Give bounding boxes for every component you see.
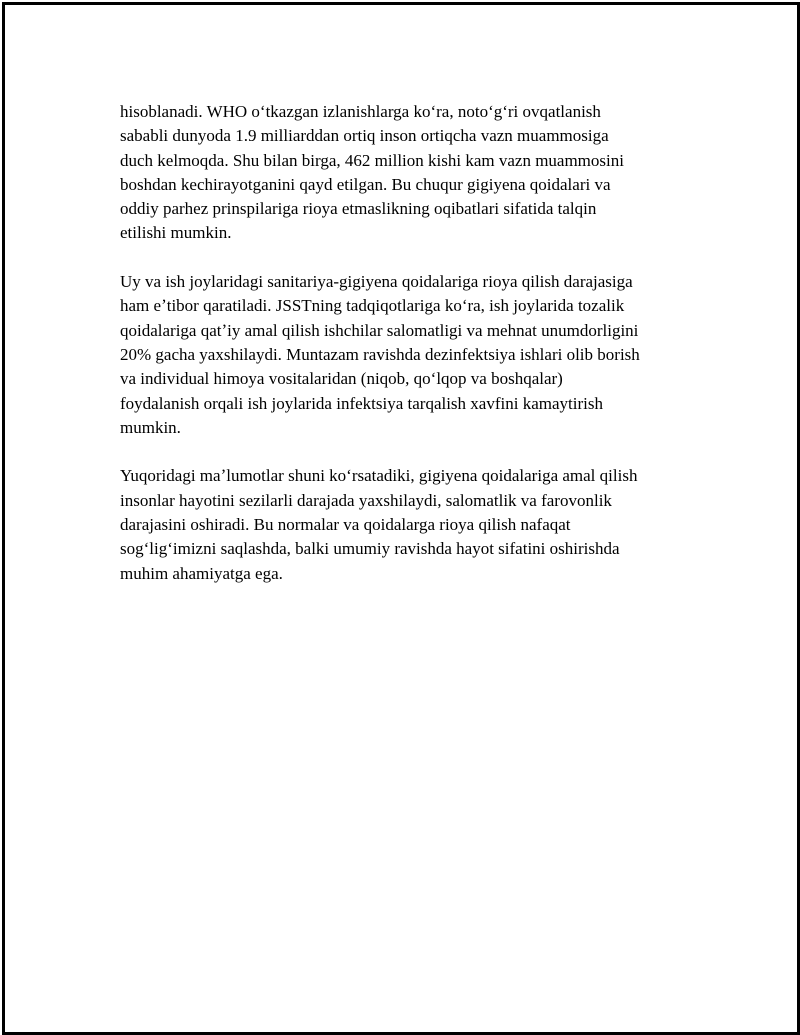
text-line: foydalanish orqali ish joylarida infektsiya tarqalish xavfini kamaytirish: [120, 393, 603, 413]
text-line: etilishi mumkin.: [120, 223, 232, 243]
document-body: [120, 100, 710, 610]
text-line: darajasini oshiradi. Bu normalar va qoidalarga rioya qilish nafaqat: [120, 515, 571, 535]
text-line: sogʻligʻimizni saqlashda, balki umumiy ravishda hayot sifatini oshirishda: [120, 539, 620, 559]
text-line: Uy va ish joylaridagi sanitariya-gigiyena qoidalariga rioya qilish darajasiga: [120, 272, 633, 292]
text-line: sababli dunyoda 1.9 milliarddan ortiq inson ortiqcha vazn muammosiga: [120, 126, 609, 146]
text-line: insonlar hayotini sezilarli darajada yaxshilaydi, salomatlik va farovonlik: [120, 490, 612, 510]
text-line: 20% gacha yaxshilaydi. Muntazam ravishda dezinfektsiya ishlari olib borish: [120, 344, 640, 364]
text-line: Yuqoridagi maʼlumotlar shuni koʻrsatadiki, gigiyena qoidalariga amal qilish: [120, 466, 638, 486]
paragraph-3: [120, 464, 710, 585]
paragraph-2: [120, 270, 710, 440]
text-line: qoidalariga qatʼiy amal qilish ishchilar salomatligi va mehnat unumdorligini: [120, 320, 639, 340]
text-line: ham eʼtibor qaratiladi. JSSTning tadqiqotlariga koʻra, ish joylarida tozalik: [120, 296, 625, 316]
text-line: muhim ahamiyatga ega.: [120, 563, 283, 583]
text-line: mumkin.: [120, 417, 181, 437]
text-line: boshdan kechirayotganini qayd etilgan. Bu chuqur gigiyena qoidalari va: [120, 174, 611, 194]
text-line: va individual himoya vositalaridan (niqob, qoʻlqop va boshqalar): [120, 369, 563, 389]
paragraph-1: [120, 100, 710, 246]
text-line: hisoblanadi. WHO oʻtkazgan izlanishlarga koʻra, notoʻgʻri ovqatlanish: [120, 102, 601, 121]
text-line: duch kelmoqda. Shu bilan birga, 462 million kishi kam vazn muammosini: [120, 150, 624, 170]
page-border: [2, 2, 800, 1035]
text-line: oddiy parhez prinspilariga rioya etmaslikning oqibatlari sifatida talqin: [120, 199, 597, 219]
